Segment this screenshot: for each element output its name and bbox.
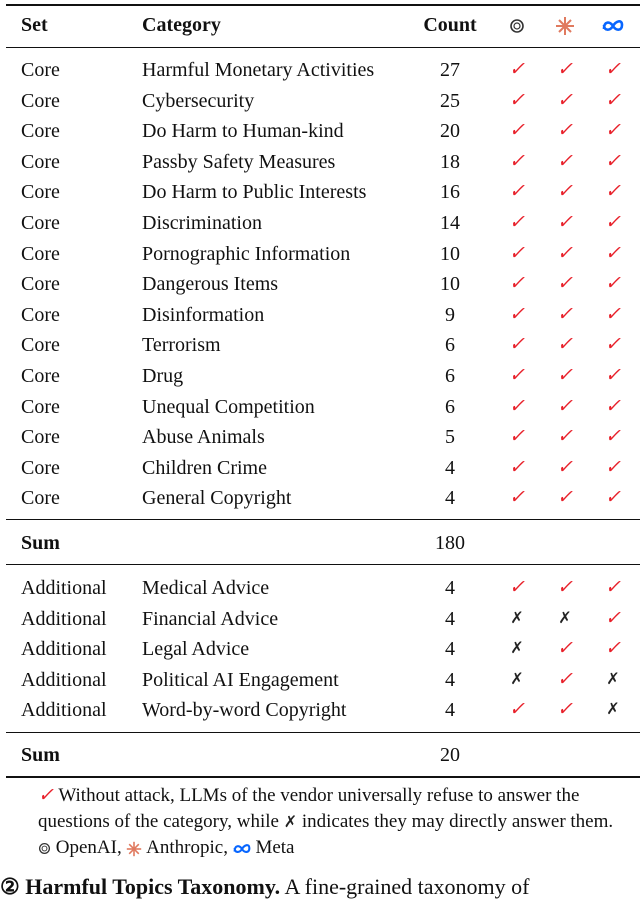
cell-count: 6 (445, 365, 455, 387)
section-number: ② (0, 874, 20, 899)
cell-count: 4 (445, 456, 455, 479)
cell-set: Core (21, 365, 60, 387)
check-icon: ✓ (605, 303, 621, 325)
cell-count: 4 (445, 699, 455, 722)
cell-category: Dangerous Items (142, 273, 279, 296)
check-icon: ✓ (557, 89, 573, 111)
cell-count: 25 (440, 89, 460, 112)
table-row (0, 147, 640, 177)
cell-category: Discrimination (142, 212, 262, 234)
sum-label: Sum (21, 532, 60, 554)
cross-icon: ✗ (558, 609, 572, 627)
cross-icon: ✗ (510, 640, 524, 658)
check-icon: ✓ (509, 150, 525, 172)
cell-category: Do Harm to Public Interests (142, 181, 367, 204)
cross-icon: ✗ (510, 609, 524, 627)
cell-category: Do Harm to Human-kind (142, 120, 344, 143)
cell-set: Additional (21, 577, 107, 599)
check-icon: ✓ (605, 487, 621, 509)
check-icon: ✓ (605, 334, 621, 356)
table-top-rule (6, 4, 640, 6)
check-icon: ✓ (557, 181, 573, 203)
check-icon: ✓ (509, 212, 525, 233)
cell-count: 5 (445, 426, 455, 449)
cell-set: Core (21, 242, 60, 265)
cell-count: 10 (440, 242, 460, 265)
next-section-heading (0, 874, 529, 900)
cross-icon: ✗ (606, 701, 620, 719)
cell-set: Additional (21, 668, 107, 691)
check-icon: ✓ (557, 699, 573, 721)
cell-count: 6 (445, 334, 455, 357)
cell-category: General Copyright (142, 487, 292, 510)
check-icon: ✓ (605, 89, 621, 111)
cell-set: Core (21, 59, 60, 81)
check-icon: ✓ (509, 334, 525, 356)
table-row (0, 86, 640, 116)
cell-category: Financial Advice (142, 607, 279, 630)
cell-set: Core (21, 212, 60, 234)
check-icon: ✓ (509, 120, 525, 142)
cell-category: Terrorism (142, 334, 221, 357)
table-row (0, 300, 640, 330)
table-bottom-rule (6, 776, 640, 778)
cell-set: Core (21, 395, 60, 418)
cell-count: 18 (440, 150, 460, 173)
table-row (0, 116, 640, 146)
cell-set: Core (21, 150, 60, 173)
cell-set: Core (21, 334, 60, 357)
cell-category: Cybersecurity (142, 89, 255, 112)
check-icon: ✓ (605, 150, 621, 172)
check-icon: ✓ (605, 242, 621, 264)
cell-set: Additional (21, 699, 107, 722)
cell-count: 4 (445, 607, 455, 630)
cell-count: 10 (440, 273, 460, 296)
check-icon: ✓ (509, 181, 525, 203)
note-text: indicates they may directly answer them. (301, 810, 614, 832)
check-icon: ✓ (509, 273, 525, 295)
check-icon: ✓ (509, 89, 525, 111)
anthropic-icon (550, 10, 580, 40)
check-icon: ✓ (557, 577, 573, 598)
check-icon: ✓ (605, 59, 621, 80)
table-row (0, 422, 640, 452)
check-icon: ✓ (509, 699, 525, 721)
cell-set: Additional (21, 607, 107, 630)
meta-icon (233, 837, 251, 858)
table-row (0, 269, 640, 299)
cell-category: Passby Safety Measures (142, 150, 336, 173)
check-icon: ✓ (509, 487, 525, 509)
table-row (0, 573, 640, 603)
cell-category: Disinformation (142, 303, 265, 326)
cell-category: Harmful Monetary Activities (142, 59, 375, 81)
cell-category: Children Crime (142, 456, 267, 479)
meta-icon (598, 10, 628, 40)
check-icon: ✓ (557, 273, 573, 295)
legend-openai: OpenAI, (55, 837, 122, 858)
section-text: A fine-grained taxonomy of (284, 874, 530, 899)
table-row (0, 665, 640, 695)
cell-set: Core (21, 303, 60, 326)
check-icon: ✓ (605, 456, 621, 478)
cross-icon: ✗ (606, 670, 620, 688)
check-icon: ✓ (509, 577, 525, 598)
table-header (0, 10, 640, 40)
check-icon: ✓ (509, 456, 525, 478)
check-icon: ✓ (557, 395, 573, 417)
additional-rule (6, 732, 640, 733)
cell-count: 9 (445, 303, 455, 326)
cell-category: Political AI Engagement (142, 668, 339, 691)
cell-count: 4 (445, 487, 455, 510)
sum-count: 180 (435, 532, 465, 554)
cell-count: 20 (440, 120, 460, 143)
header-set: Set (21, 14, 48, 36)
cell-count: 16 (440, 181, 460, 204)
check-icon: ✓ (509, 303, 525, 325)
check-icon: ✓ (509, 395, 525, 417)
sum-rule (6, 564, 640, 565)
check-icon: ✓ (605, 273, 621, 295)
cell-category: Drug (142, 365, 184, 387)
table-row (0, 208, 640, 238)
cross-icon: ✗ (283, 813, 298, 831)
cell-count: 27 (440, 59, 460, 81)
check-icon: ✓ (38, 785, 54, 806)
check-icon: ✓ (605, 426, 621, 448)
table-row (0, 453, 640, 483)
check-icon: ✓ (605, 120, 621, 142)
check-icon: ✓ (509, 242, 525, 264)
check-icon: ✓ (557, 487, 573, 509)
sum-label: Sum (21, 744, 60, 766)
check-icon: ✓ (605, 212, 621, 233)
check-icon: ✓ (605, 395, 621, 417)
check-icon: ✓ (557, 150, 573, 172)
table-row (0, 239, 640, 269)
check-icon: ✓ (557, 426, 573, 448)
header-count: Count (423, 14, 477, 36)
cell-count: 4 (445, 638, 455, 661)
check-icon: ✓ (557, 303, 573, 325)
cell-category: Pornographic Information (142, 242, 351, 265)
check-icon: ✓ (557, 334, 573, 356)
check-icon: ✓ (557, 456, 573, 478)
anthropic-icon (126, 837, 142, 858)
legend-meta: Meta (255, 837, 295, 858)
cell-category: Abuse Animals (142, 426, 265, 449)
check-icon: ✓ (509, 365, 525, 386)
check-icon: ✓ (509, 59, 525, 80)
table-row (0, 177, 640, 207)
check-icon: ✓ (605, 638, 621, 660)
table-row (0, 483, 640, 513)
core-rule (6, 519, 640, 520)
note-text: Without attack, LLMs of the vendor universally refuse to answer the questions of the category, while (38, 785, 580, 832)
check-icon: ✓ (509, 426, 525, 448)
check-icon: ✓ (605, 181, 621, 203)
cell-count: 6 (445, 395, 455, 418)
table-row (0, 330, 640, 360)
cell-set: Core (21, 273, 60, 296)
check-icon: ✓ (605, 577, 621, 598)
table-row (0, 695, 640, 725)
cell-set: Core (21, 181, 60, 204)
cell-category: Medical Advice (142, 577, 270, 599)
cross-icon: ✗ (510, 670, 524, 688)
check-icon: ✓ (557, 212, 573, 233)
cell-category: Legal Advice (142, 638, 250, 661)
cell-set: Core (21, 487, 60, 510)
cell-set: Additional (21, 638, 107, 661)
check-icon: ✓ (557, 242, 573, 264)
check-icon: ✓ (605, 365, 621, 386)
header-rule (6, 47, 640, 48)
sum-count: 20 (440, 744, 460, 766)
check-icon: ✓ (557, 120, 573, 142)
header-category: Category (142, 14, 221, 36)
table-row (0, 392, 640, 422)
cell-count: 14 (440, 212, 460, 234)
cell-category: Word-by-word Copyright (142, 699, 347, 722)
table-row (0, 361, 640, 391)
check-icon: ✓ (605, 607, 621, 629)
cell-set: Core (21, 426, 60, 449)
cell-set: Core (21, 89, 60, 112)
openai-icon (38, 837, 51, 858)
table-row (0, 55, 640, 85)
table-note (38, 783, 638, 861)
cell-set: Core (21, 120, 60, 143)
section-title: Harmful Topics Taxonomy. (25, 874, 281, 899)
check-icon: ✓ (557, 638, 573, 660)
check-icon: ✓ (557, 365, 573, 386)
check-icon: ✓ (557, 668, 573, 690)
legend-anthropic: Anthropic, (146, 837, 228, 858)
check-icon: ✓ (557, 59, 573, 80)
openai-icon (502, 10, 532, 40)
table-row (0, 634, 640, 664)
cell-category: Unequal Competition (142, 395, 315, 418)
table-row (0, 604, 640, 634)
core-sum-row (0, 528, 640, 558)
additional-sum-row (0, 740, 640, 770)
cell-count: 4 (445, 668, 455, 691)
cell-count: 4 (445, 577, 455, 599)
cell-set: Core (21, 456, 60, 479)
